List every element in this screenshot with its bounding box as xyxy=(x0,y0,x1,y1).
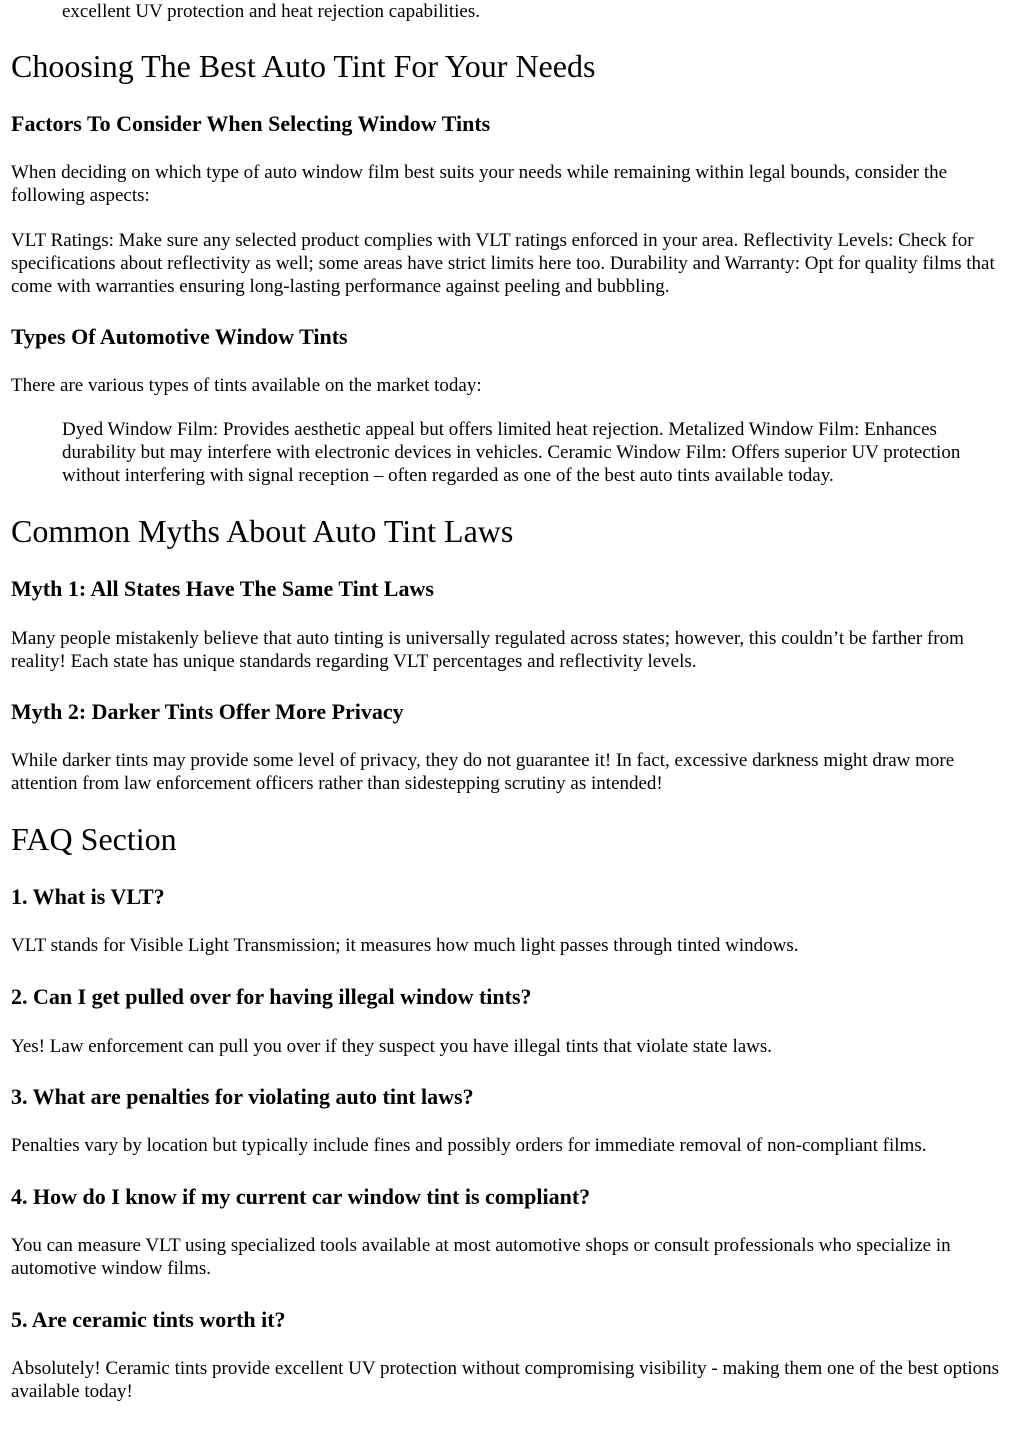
faq-question-3: 3. What are penalties for violating auto tint laws? xyxy=(11,1084,474,1109)
faq-question-1: 1. What is VLT? xyxy=(11,884,165,909)
factors-intro-paragraph: When deciding on which type of auto window film best suits your needs while remaining within legal bounds, consider the following aspects: xyxy=(11,162,948,206)
faq-answer-5: Absolutely! Ceramic tints provide excellent UV protection without compromising visibility - making them one of the best options available today! xyxy=(11,1358,1000,1402)
heading-factors: Factors To Consider When Selecting Window Tints xyxy=(11,111,491,136)
faq-question-2: 2. Can I get pulled over for having illegal window tints? xyxy=(11,984,532,1009)
faq-answer-4: You can measure VLT using specialized tools available at most automotive shops or consult professionals who specialize in automotive window films. xyxy=(11,1235,951,1279)
heading-choosing-best-tint: Choosing The Best Auto Tint For Your Needs xyxy=(11,48,596,84)
heading-types: Types Of Automotive Window Tints xyxy=(11,324,348,349)
heading-myth-2: Myth 2: Darker Tints Offer More Privacy xyxy=(11,699,404,724)
myth-2-paragraph: While darker tints may provide some level of privacy, they do not guarantee it! In fact, excessive darkness might draw more attention from law enforcement officers rather than sidestepping scrutiny as intended! xyxy=(11,750,955,794)
types-list-paragraph: Dyed Window Film: Provides aesthetic appeal but offers limited heat rejection. Metalized Window Film: Enhances durability but may interfere with electronic devices in vehicles. Ceramic Window Film: Offers superior UV protection without interfering with signal reception – often regarded as one of the best auto tints available today. xyxy=(62,419,961,486)
heading-faq: FAQ Section xyxy=(11,821,177,857)
myth-1-paragraph: Many people mistakenly believe that auto tinting is universally regulated across states; however, this couldn’t be farther from reality! Each state has unique standards regarding VLT percentages and reflectivity levels. xyxy=(11,628,964,672)
types-intro-paragraph: There are various types of tints available on the market today: xyxy=(11,375,482,396)
faq-answer-3: Penalties vary by location but typically include fines and possibly orders for immediate removal of non-compliant films. xyxy=(11,1135,927,1156)
faq-answer-2: Yes! Law enforcement can pull you over if they suspect you have illegal tints that violate state laws. xyxy=(11,1036,773,1057)
faq-question-4: 4. How do I know if my current car window tint is compliant? xyxy=(11,1184,591,1209)
heading-common-myths: Common Myths About Auto Tint Laws xyxy=(11,513,514,549)
faq-question-5: 5. Are ceramic tints worth it? xyxy=(11,1307,286,1332)
faq-answer-1: VLT stands for Visible Light Transmission; it measures how much light passes through tinted windows. xyxy=(11,935,799,956)
intro-tail-text: excellent UV protection and heat rejection capabilities. xyxy=(62,1,481,22)
factors-list-paragraph: VLT Ratings: Make sure any selected product complies with VLT ratings enforced in your area. Reflectivity Levels: Check for specifications about reflectivity as well; some areas have strict limits here too. Durability and Warranty: Opt for quality films that come with warranties ensuring long-lasting performance against peeling and bubbling. xyxy=(11,230,995,297)
heading-myth-1: Myth 1: All States Have The Same Tint Laws xyxy=(11,576,434,601)
